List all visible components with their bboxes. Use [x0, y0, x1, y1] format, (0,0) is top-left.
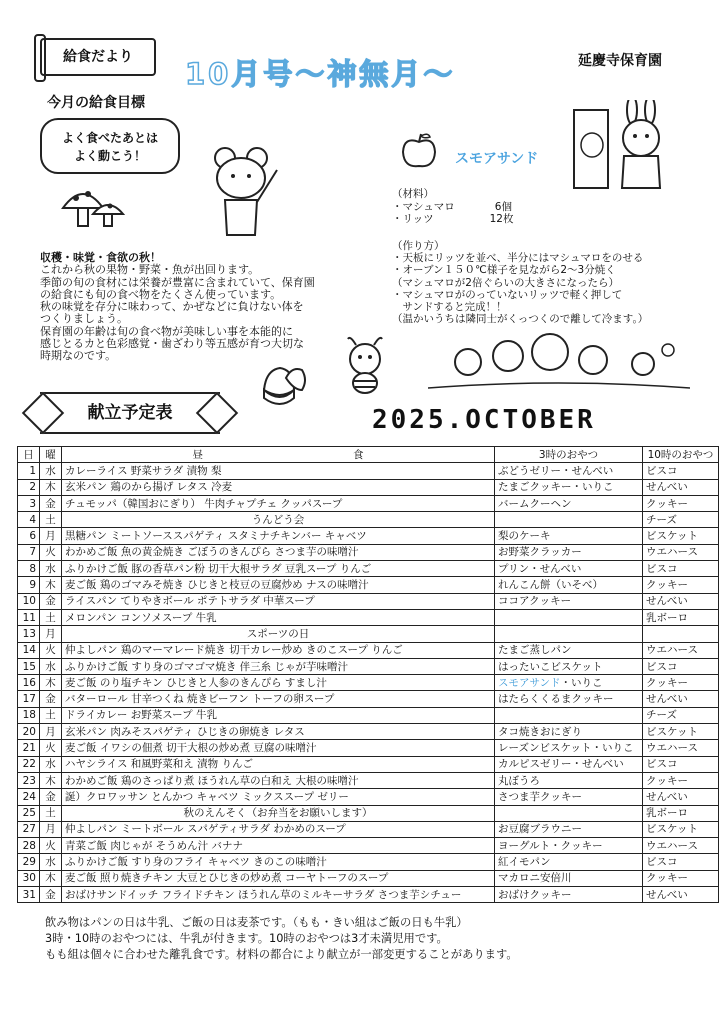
table-row	[18, 561, 719, 577]
table-row	[18, 854, 719, 870]
steps-heading: （作り方）	[392, 240, 445, 252]
cell-weekday: 土	[40, 707, 62, 723]
table-row	[18, 658, 719, 674]
cell-snack3: おばけクッキー	[495, 887, 643, 903]
cell-lunch: 麦ご飯 照り焼きチキン 大豆とひじきの炒め煮 コーヤトーフのスープ	[62, 870, 495, 886]
cell-snack10: せんべい	[643, 789, 719, 805]
ingredient-qty: 12枚	[489, 213, 514, 225]
cell-lunch: 秋のえんそく（お弁当をお願いします）	[62, 805, 495, 821]
table-row	[18, 838, 719, 854]
table-row	[18, 512, 719, 528]
cell-snack10: ビスコ	[643, 854, 719, 870]
ingredient-item	[392, 213, 513, 226]
cell-lunch: ふりかけご飯 すり身のフライ キャベツ きのこの味噌汁	[62, 854, 495, 870]
cell-weekday: 火	[40, 740, 62, 756]
cell-day: 25	[18, 805, 40, 821]
cell-snack10: せんべい	[643, 479, 719, 495]
cell-day: 11	[18, 609, 40, 625]
cell-weekday: 月	[40, 626, 62, 642]
cell-weekday: 金	[40, 789, 62, 805]
cell-lunch: 仲よしパン ミートボール スパゲティサラダ わかめのスープ	[62, 821, 495, 837]
cell-snack10: クッキー	[643, 495, 719, 511]
cell-lunch: うんどう会	[62, 512, 495, 528]
cell-day: 14	[18, 642, 40, 658]
ingredient-qty: 6個	[494, 200, 512, 213]
table-row	[18, 463, 719, 479]
cell-weekday: 金	[40, 593, 62, 609]
cell-snack10: クッキー	[643, 675, 719, 691]
cell-day: 29	[18, 854, 40, 870]
mushroom-illustration	[58, 180, 128, 230]
table-row	[18, 626, 719, 642]
cell-day: 4	[18, 512, 40, 528]
snack3-highlight: スモアサンド	[498, 676, 561, 689]
cell-day: 13	[18, 626, 40, 642]
cell-day: 21	[18, 740, 40, 756]
table-row	[18, 707, 719, 723]
cell-lunch: スポーツの日	[62, 626, 495, 642]
cell-snack10: せんべい	[643, 593, 719, 609]
cell-day: 2	[18, 479, 40, 495]
menu-year-month: 2025.OCTOBER	[372, 405, 596, 435]
rabbits-mirror-illustration	[572, 100, 692, 195]
table-row	[18, 642, 719, 658]
table-row	[18, 593, 719, 609]
table-row	[18, 740, 719, 756]
cell-snack10: チーズ	[643, 512, 719, 528]
recipe-step: ・マシュマロがのっていないリッツで軽く押して	[392, 288, 623, 301]
cell-snack3: マカロニ安倍川	[495, 870, 643, 886]
cell-weekday: 木	[40, 870, 62, 886]
cell-weekday: 土	[40, 609, 62, 625]
intro-line: 季節の旬の食材には栄養が豊富に含まれていて、保育園	[40, 275, 315, 289]
cell-day: 22	[18, 756, 40, 772]
menu-table	[17, 446, 719, 903]
table-row	[18, 756, 719, 772]
cell-lunch: 麦ご飯 のり塩チキン ひじきと人参のきんぴら すまし汁	[62, 675, 495, 691]
cell-day: 27	[18, 821, 40, 837]
cell-day: 18	[18, 707, 40, 723]
cell-snack10: クッキー	[643, 870, 719, 886]
cell-lunch: 玄米パン 肉みそスパゲティ ひじきの卵焼き レタス	[62, 724, 495, 740]
cell-lunch: バターロール 甘辛つくね 焼きビーフン トーフの卵スープ	[62, 691, 495, 707]
cell-day: 24	[18, 789, 40, 805]
cell-weekday: 木	[40, 479, 62, 495]
cell-day: 20	[18, 724, 40, 740]
cell-day: 31	[18, 887, 40, 903]
cell-snack3: たまごクッキー・いりこ	[495, 479, 643, 495]
cell-day: 6	[18, 528, 40, 544]
cell-day: 16	[18, 675, 40, 691]
cell-snack10: ビスケット	[643, 821, 719, 837]
cell-weekday: 金	[40, 887, 62, 903]
cell-weekday: 水	[40, 463, 62, 479]
newsletter-badge	[40, 38, 156, 76]
cell-day: 30	[18, 870, 40, 886]
cell-day: 3	[18, 495, 40, 511]
cell-weekday: 金	[40, 495, 62, 511]
cell-weekday: 火	[40, 838, 62, 854]
cell-snack10: せんべい	[643, 691, 719, 707]
goal-heading: 今月の給食目標	[47, 95, 145, 111]
cell-snack3: はたらくくるまクッキー	[495, 691, 643, 707]
cell-snack3	[495, 512, 643, 528]
header-weekday: 曜	[40, 447, 62, 463]
table-row	[18, 772, 719, 788]
cell-lunch: チュモッパ（韓国おにぎり） 牛肉チャプチェ クッパスープ	[62, 495, 495, 511]
animals-scene-illustration	[428, 330, 690, 392]
intro-line: これから秋の果物・野菜・魚が出回ります。	[40, 263, 260, 277]
recipe-step: （マシュマロが2倍ぐらいの大きさになったら）	[392, 276, 619, 289]
cell-snack3: ココアクッキー	[495, 593, 643, 609]
cell-lunch: わかめご飯 魚の黄金焼き ごぼうのきんぴら さつま芋の味噌汁	[62, 544, 495, 560]
ingredient-name: ・マシュマロ	[392, 200, 455, 213]
intro-line: の給食にも旬の食べ物をたくさん使っています。	[40, 287, 282, 301]
cell-weekday: 月	[40, 821, 62, 837]
cell-day: 23	[18, 772, 40, 788]
cell-weekday: 木	[40, 577, 62, 593]
recipe-steps	[392, 240, 692, 325]
menu-header-row	[18, 447, 719, 463]
table-row	[18, 724, 719, 740]
cell-weekday: 水	[40, 561, 62, 577]
apple-icon	[398, 130, 440, 172]
header-lunch	[62, 447, 495, 463]
cell-snack10: ウエハース	[643, 642, 719, 658]
cell-snack10: ビスコ	[643, 658, 719, 674]
cell-lunch: わかめご飯 鶏のさっぱり煮 ほうれん草の白和え 大根の味噌汁	[62, 772, 495, 788]
cell-weekday: 月	[40, 528, 62, 544]
cell-lunch: ドライカレー お野菜スープ 牛乳	[62, 707, 495, 723]
cell-day: 10	[18, 593, 40, 609]
cell-snack3: お豆腐ブラウニー	[495, 821, 643, 837]
note-line: 3時・10時のおやつには、牛乳が付きます。10時のおやつは3才未満児用です。	[45, 932, 448, 945]
goal-speech-bubble	[40, 118, 180, 174]
cell-snack10	[643, 626, 719, 642]
header-day: 日	[18, 447, 40, 463]
page-title: 10月号～神無月～	[185, 57, 456, 91]
recipe-title: スモアサンド	[455, 151, 539, 167]
goal-line-1: よく食べたあとは	[61, 131, 158, 145]
table-row	[18, 789, 719, 805]
cell-weekday: 木	[40, 772, 62, 788]
cell-weekday: 木	[40, 675, 62, 691]
cell-snack3: お野菜クラッカー	[495, 544, 643, 560]
cell-lunch: 仲よしパン 鶏のマーマレード焼き 切干カレー炒め きのこスープ りんご	[62, 642, 495, 658]
cell-day: 8	[18, 561, 40, 577]
cell-snack3: はったいこビスケット	[495, 658, 643, 674]
intro-line: 保育園の年齢は旬の食べ物が美味しい事を本能的に	[40, 324, 293, 338]
cell-snack3	[495, 675, 643, 691]
school-name: 延慶寺保育園	[578, 53, 662, 69]
cell-snack10: ウエハース	[643, 544, 719, 560]
cell-day: 28	[18, 838, 40, 854]
cell-lunch: 玄米パン 鶏のから揚げ レタス 冷麦	[62, 479, 495, 495]
recipe-step: （温かいうちは隣同士がくっつくので離して冷ます。）	[392, 313, 649, 326]
goal-line-2: よく動こう！	[73, 149, 146, 163]
cell-day: 17	[18, 691, 40, 707]
cell-lunch: 青菜ご飯 肉じゃが そうめん汁 バナナ	[62, 838, 495, 854]
cell-weekday: 土	[40, 512, 62, 528]
cell-weekday: 水	[40, 756, 62, 772]
cell-day: 9	[18, 577, 40, 593]
cell-snack10: ビスケット	[643, 528, 719, 544]
intro-line: 収穫・味覚・食欲の秋！	[40, 251, 161, 264]
cell-weekday: 水	[40, 658, 62, 674]
cell-snack10: チーズ	[643, 707, 719, 723]
table-row	[18, 479, 719, 495]
cell-lunch: 麦ご飯 イワシの佃煮 切干大根の炒め煮 豆腐の味噌汁	[62, 740, 495, 756]
cell-snack3	[495, 707, 643, 723]
cell-snack3: ぶどうゼリー・せんべい	[495, 463, 643, 479]
cell-snack3: タコ焼きおにぎり	[495, 724, 643, 740]
cell-lunch: ハヤシライス 和風野菜和え 漬物 りんご	[62, 756, 495, 772]
cell-snack3: レーズンビスケット・いりこ	[495, 740, 643, 756]
cell-day: 15	[18, 658, 40, 674]
table-row	[18, 577, 719, 593]
cell-weekday: 火	[40, 642, 62, 658]
recipe-ingredients	[392, 188, 513, 226]
intro-line: つくりましょう。	[40, 312, 128, 326]
cell-snack3: さつま芋クッキー	[495, 789, 643, 805]
menu-section-label	[40, 392, 220, 434]
cell-snack3: たまご蒸しパン	[495, 642, 643, 658]
recipe-step: ・天板にリッツを並べ、半分にはマシュマロをのせる	[392, 252, 644, 265]
cell-snack3: ヨーグルト・クッキー	[495, 838, 643, 854]
intro-line: 時期なのです。	[40, 349, 117, 363]
table-row	[18, 887, 719, 903]
intro-text	[40, 252, 370, 363]
menu-notes	[45, 915, 518, 963]
chestnut-illustration	[258, 360, 313, 415]
cell-weekday: 月	[40, 724, 62, 740]
table-row	[18, 528, 719, 544]
badge-label: 給食だより	[63, 49, 133, 65]
cell-snack3: プリン・せんべい	[495, 561, 643, 577]
intro-line: 秋の味覚を存分に味わって、かぜなどに負けない体を	[40, 300, 304, 314]
cell-snack10: せんべい	[643, 887, 719, 903]
cell-snack3: れんこん餅（いそべ）	[495, 577, 643, 593]
table-row	[18, 675, 719, 691]
header-snack10: 10時のおやつ	[643, 447, 719, 463]
cell-snack3: 丸ぼうろ	[495, 772, 643, 788]
note-line: 飲み物はパンの日は牛乳、ご飯の日は麦茶です。（もも・きい組はご飯の日も牛乳）	[45, 916, 468, 929]
ingredient-name: ・リッツ	[392, 213, 434, 225]
cell-snack10: 乳ボーロ	[643, 805, 719, 821]
table-row	[18, 691, 719, 707]
cell-snack10: クッキー	[643, 577, 719, 593]
cell-lunch: メロンパン コンソメスープ 牛乳	[62, 609, 495, 625]
cell-snack10: クッキー	[643, 772, 719, 788]
cell-snack3	[495, 609, 643, 625]
menu-label-text: 献立予定表	[87, 403, 173, 423]
table-row	[18, 821, 719, 837]
cell-snack10: ビスコ	[643, 756, 719, 772]
cell-day: 1	[18, 463, 40, 479]
cell-lunch: 誕）クロワッサン とんかつ キャベツ ミックススープ ゼリー	[62, 789, 495, 805]
table-row	[18, 544, 719, 560]
cell-snack3: 紅イモパン	[495, 854, 643, 870]
cell-lunch: ふりかけご飯 すり身のゴマゴマ焼き 伴三糸 じゃが芋味噌汁	[62, 658, 495, 674]
ingredient-item	[392, 201, 513, 214]
cell-snack3: カルピスゼリー・せんべい	[495, 756, 643, 772]
cell-snack10: ビスコ	[643, 561, 719, 577]
cell-snack10: ウエハース	[643, 740, 719, 756]
header-snack3: 3時のおやつ	[495, 447, 643, 463]
cell-snack10: ビスコ	[643, 463, 719, 479]
cell-snack3: 梨のケーキ	[495, 528, 643, 544]
cell-snack10: 乳ボーロ	[643, 609, 719, 625]
cell-lunch: おばけサンドイッチ フライドチキン ほうれん草のミルキーサラダ さつま芋シチュー	[62, 887, 495, 903]
cell-weekday: 水	[40, 854, 62, 870]
cell-weekday: 火	[40, 544, 62, 560]
header-lunch-a: 昼	[192, 448, 203, 461]
note-line: もも組は個々に合わせた離乳食です。材料の都合により献立が一部変更することがあります。	[45, 948, 518, 961]
menu-body	[18, 463, 719, 903]
cell-snack10: ビスケット	[643, 724, 719, 740]
cell-lunch: カレーライス 野菜サラダ 漬物 梨	[62, 463, 495, 479]
cell-weekday: 土	[40, 805, 62, 821]
table-row	[18, 870, 719, 886]
cell-lunch: 麦ご飯 鶏のゴマみそ焼き ひじきと枝豆の豆腐炒め ナスの味噌汁	[62, 577, 495, 593]
table-row	[18, 805, 719, 821]
cell-weekday: 金	[40, 691, 62, 707]
cell-snack10: ウエハース	[643, 838, 719, 854]
cell-lunch: 黒糖パン ミートソーススパゲティ スタミナチキンバー キャベツ	[62, 528, 495, 544]
cell-lunch: ライスパン てりやきボール ポテトサラダ 中華スープ	[62, 593, 495, 609]
header-lunch-b: 食	[353, 448, 364, 461]
cell-snack3: バームクーヘン	[495, 495, 643, 511]
cell-lunch: ふりかけご飯 豚の香草パン粉 切干大根サラダ 豆乳スープ りんご	[62, 561, 495, 577]
intro-line: 感じとるカと色彩感覚・歯ざわり等五感が育つ大切な	[40, 337, 304, 351]
bear-exercising-illustration	[195, 140, 285, 240]
recipe-step: ・オーブン１５０℃様子を見ながら2～3分焼く	[392, 264, 616, 277]
table-row	[18, 495, 719, 511]
table-row	[18, 609, 719, 625]
recipe-step: サンドすると完成！！	[392, 301, 507, 314]
cell-day: 7	[18, 544, 40, 560]
cell-snack3	[495, 626, 643, 642]
ingredients-heading: （材料）	[392, 188, 434, 200]
snack3-extra: ・いりこ	[560, 676, 603, 689]
cell-snack3	[495, 805, 643, 821]
